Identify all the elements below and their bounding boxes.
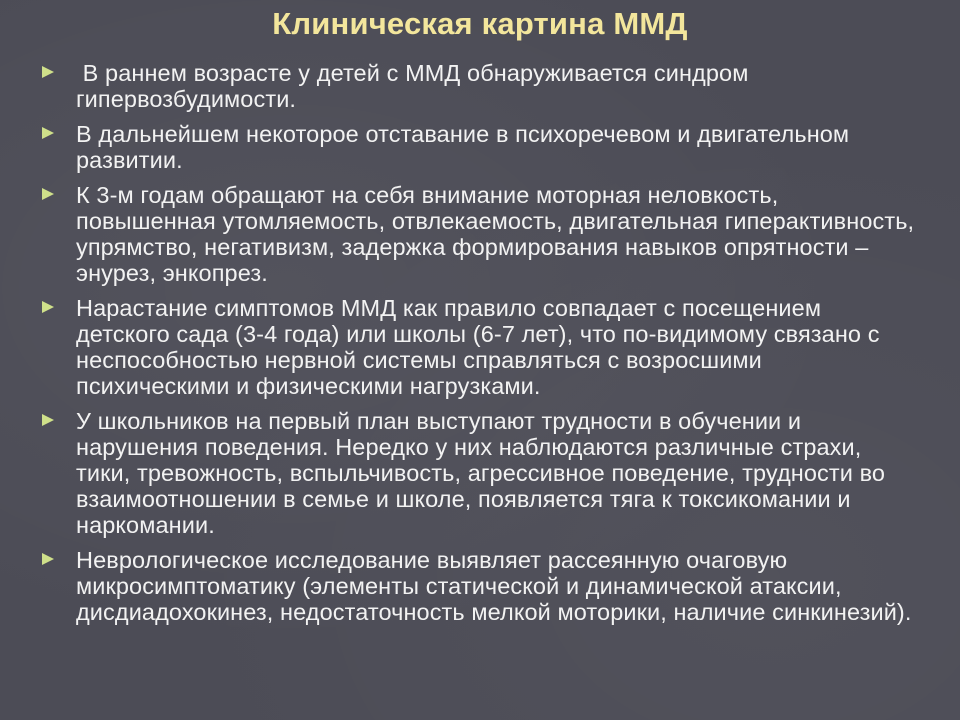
triangle-bullet-icon xyxy=(42,188,54,200)
bullet-item xyxy=(40,547,920,625)
bullet-text: У школьников на первый план выступают трудности в обучении и нарушения поведения. Нередко у них наблюдаются различные страхи, тики, тревожность, вспыльчивость, агрессивное поведение, трудности во взаимоотношении в семье и школе, появляется тяга к токсикомании и наркомании. xyxy=(76,408,886,538)
bullet-item xyxy=(40,60,920,112)
bullet-text: В дальнейшем некоторое отставание в психоречевом и двигательном развитии. xyxy=(76,121,850,173)
bullet-text: Неврологическое исследование выявляет рассеянную очаговую микросимптоматику (элементы статической и динамической атаксии, дисдиадохокинез, недостаточность мелкой моторики, наличие синкинезий). xyxy=(76,547,912,625)
bullet-text: Нарастание симптомов ММД как правило совпадает с посещением детского сада (3-4 года) или школы (6-7 лет), что по-видимому связано с неспособностью нервной системы справляться с возросшими психическими и физическими нагрузками. xyxy=(76,295,880,399)
triangle-bullet-icon xyxy=(42,66,54,78)
bullet-item xyxy=(40,295,920,399)
bullet-list xyxy=(40,60,920,634)
triangle-bullet-icon xyxy=(42,553,54,565)
bullet-text: В раннем возрасте у детей с ММД обнаруживается синдром гипервозбудимости. xyxy=(76,60,756,112)
bullet-item xyxy=(40,121,920,173)
bullet-item xyxy=(40,408,920,538)
bullet-item xyxy=(40,182,920,286)
triangle-bullet-icon xyxy=(42,301,54,313)
triangle-bullet-icon xyxy=(42,414,54,426)
triangle-bullet-icon xyxy=(42,127,54,139)
slide-title: Клиническая картина ММД xyxy=(272,6,688,41)
bullet-text: К 3-м годам обращают на себя внимание моторная неловкость, повышенная утомляемость, отвлекаемость, двигательная гиперактивность, упрямство, негативизм, задержка формирования навыков опрятности – энурез, энкопрез. xyxy=(76,182,915,286)
